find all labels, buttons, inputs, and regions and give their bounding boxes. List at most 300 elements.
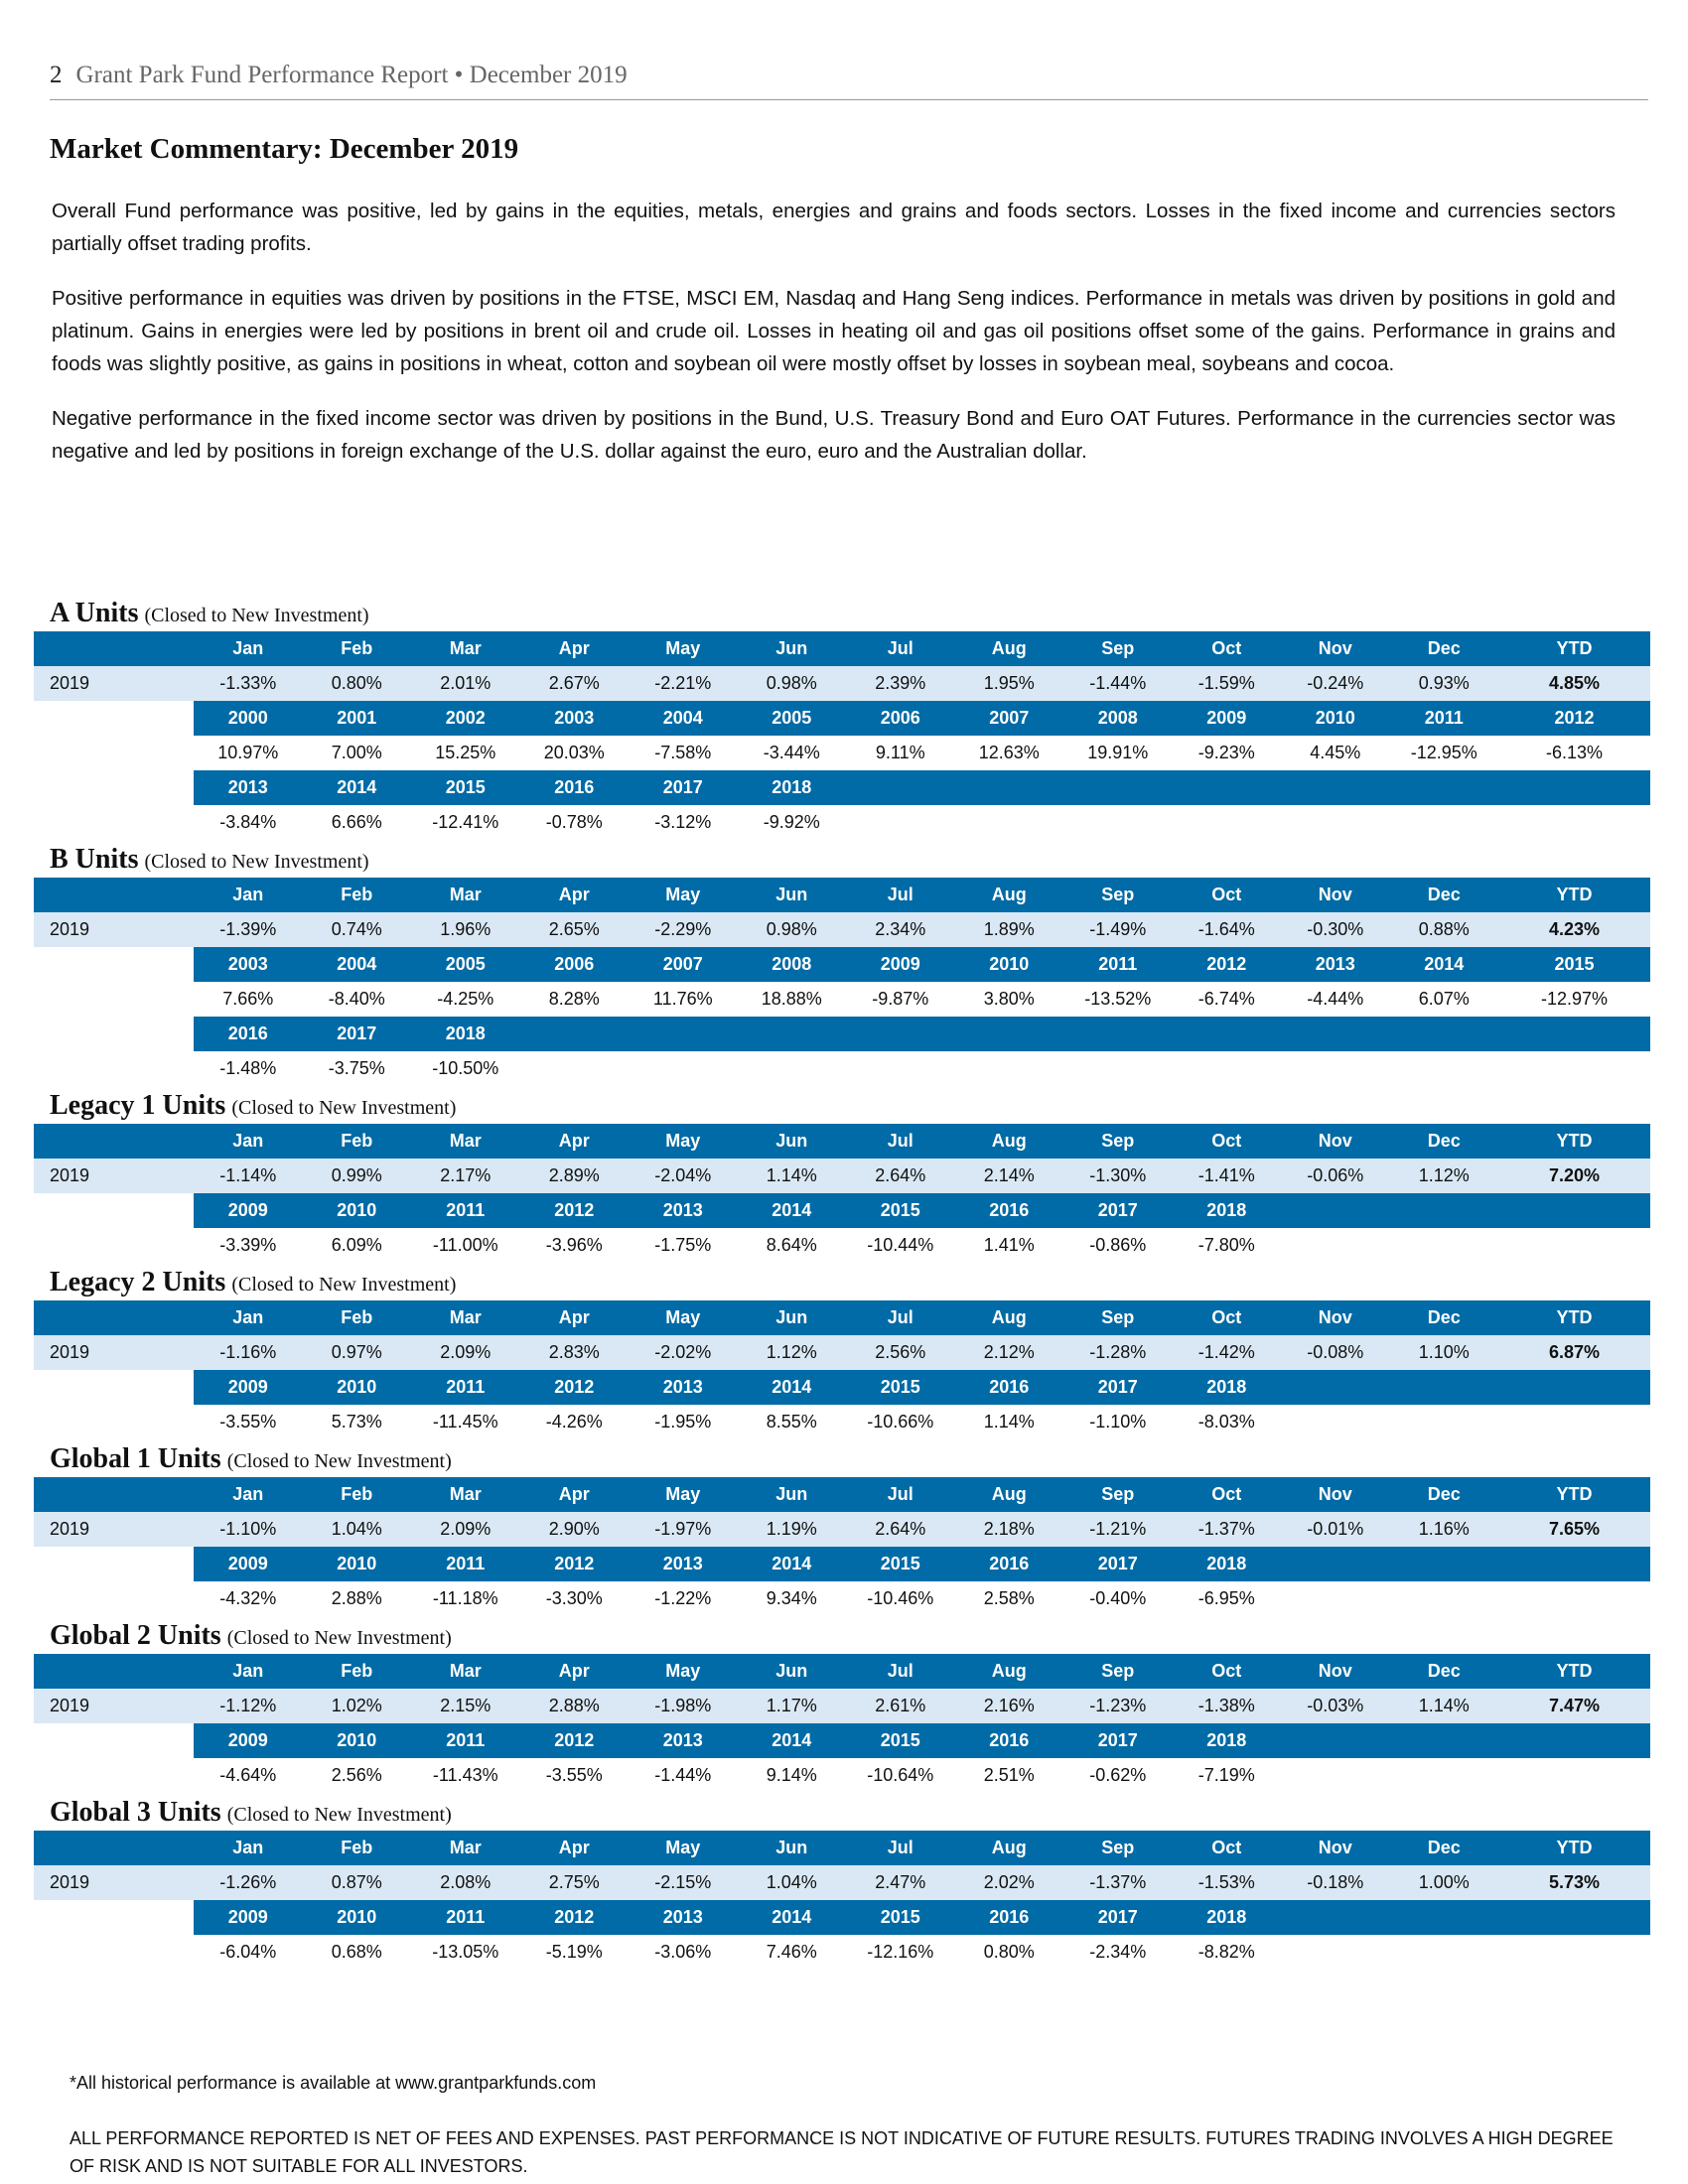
month-value: 2.18% (955, 1512, 1064, 1547)
history-year: 2017 (1063, 1193, 1173, 1228)
history-value: -6.74% (1173, 982, 1282, 1017)
history-value: 7.46% (738, 1935, 847, 1970)
month-value: 1.14% (1390, 1689, 1499, 1723)
month-header: Jan (194, 1124, 303, 1159)
commentary-body (52, 195, 1616, 489)
history-value: -0.40% (1063, 1581, 1173, 1616)
month-header: Oct (1173, 631, 1282, 666)
month-header: Mar (411, 1654, 520, 1689)
history-year: 2014 (1390, 947, 1499, 982)
month-header: Feb (303, 631, 412, 666)
month-value: -1.16% (194, 1335, 303, 1370)
month-value: 1.17% (738, 1689, 847, 1723)
month-value: -0.08% (1281, 1335, 1390, 1370)
history-year: 2008 (1063, 701, 1173, 736)
history-year: 2000 (194, 701, 303, 736)
history-value-empty (1498, 805, 1650, 840)
ytd-value: 5.73% (1498, 1865, 1650, 1900)
history-year-empty (1281, 1017, 1390, 1051)
month-header-row (34, 1124, 1652, 1159)
month-value: 0.74% (303, 912, 412, 947)
header-spacer (34, 878, 194, 912)
month-value: 2.09% (411, 1512, 520, 1547)
history-value-empty (1390, 805, 1499, 840)
row-spacer (34, 701, 194, 736)
history-year-empty (1281, 1370, 1390, 1405)
month-value: 0.88% (1390, 912, 1499, 947)
history-year: 2010 (303, 1370, 412, 1405)
history-value: -4.44% (1281, 982, 1390, 1017)
month-header-row (34, 1654, 1652, 1689)
history-value: -0.86% (1063, 1228, 1173, 1263)
history-value: -12.97% (1498, 982, 1650, 1017)
row-spacer (34, 1405, 194, 1439)
history-value: -10.66% (846, 1405, 955, 1439)
month-header: Jun (738, 878, 847, 912)
month-header: Feb (303, 1654, 412, 1689)
month-header: Apr (520, 1654, 630, 1689)
history-year: 2018 (738, 770, 847, 805)
history-year: 2014 (738, 1723, 847, 1758)
history-year: 2012 (520, 1370, 630, 1405)
history-value-empty (520, 1051, 630, 1086)
history-year: 2006 (846, 701, 955, 736)
month-header: Sep (1063, 878, 1173, 912)
history-value: -5.19% (520, 1935, 630, 1970)
history-value: -7.80% (1173, 1228, 1282, 1263)
ytd-value: 7.20% (1498, 1159, 1650, 1193)
history-year: 2013 (194, 770, 303, 805)
history-value: -1.44% (629, 1758, 738, 1793)
history-value: 1.14% (955, 1405, 1064, 1439)
month-header: Jan (194, 1477, 303, 1512)
history-value: -11.00% (411, 1228, 520, 1263)
history-year: 2010 (303, 1547, 412, 1581)
history-value: 7.00% (303, 736, 412, 770)
history-value: 18.88% (738, 982, 847, 1017)
month-header: Nov (1281, 1654, 1390, 1689)
history-year-empty (1498, 1193, 1650, 1228)
month-header: Feb (303, 1831, 412, 1865)
history-value: -0.78% (520, 805, 630, 840)
section-subtitle: (Closed to New Investment) (226, 1627, 452, 1649)
history-value: -11.18% (411, 1581, 520, 1616)
month-header-row (34, 1831, 1652, 1865)
history-value: -4.32% (194, 1581, 303, 1616)
history-value-row (34, 1581, 1652, 1616)
history-year: 2012 (1173, 947, 1282, 982)
month-header: Sep (1063, 1831, 1173, 1865)
history-year-empty (1281, 1193, 1390, 1228)
ytd-value: 7.47% (1498, 1689, 1650, 1723)
month-header: Apr (520, 631, 630, 666)
year-label: 2019 (34, 1865, 194, 1900)
history-year-empty (1390, 1370, 1499, 1405)
history-year: 2004 (303, 947, 412, 982)
history-year: 2017 (303, 1017, 412, 1051)
month-value: 1.02% (303, 1689, 412, 1723)
history-value-empty (1498, 1935, 1650, 1970)
history-year: 2011 (1063, 947, 1173, 982)
history-value-empty (1390, 1581, 1499, 1616)
history-year: 2013 (629, 1193, 738, 1228)
month-header: Jul (846, 878, 955, 912)
year-label: 2019 (34, 1689, 194, 1723)
month-value: -1.37% (1063, 1865, 1173, 1900)
history-value-empty (955, 805, 1064, 840)
row-spacer (34, 1547, 194, 1581)
history-year: 2012 (1498, 701, 1650, 736)
month-header: Oct (1173, 1654, 1282, 1689)
section-title (34, 842, 1652, 878)
performance-section (34, 1441, 1652, 1616)
history-value-empty (1390, 1405, 1499, 1439)
row-spacer (34, 1900, 194, 1935)
row-spacer (34, 1228, 194, 1263)
month-header: Jul (846, 1654, 955, 1689)
current-year-row (34, 1159, 1652, 1193)
history-value: -3.96% (520, 1228, 630, 1263)
commentary-paragraph: Positive performance in equities was driven by positions in the FTSE, MSCI EM, Nasdaq and Hang Seng indices. Performance in metals was driven by positions in gold and platinum. Gains in energies were led by positions in brent oil and crude oil. Losses in heating oil and gas oil positions offset some of the gains. Performance in grains and foods was slightly positive, as gains in positions in wheat, cotton and soybean oil were mostly offset by losses in soybean meal, soybeans and cocoa. (52, 287, 1616, 375)
month-value: 2.01% (411, 666, 520, 701)
row-spacer (34, 736, 194, 770)
month-value: -1.23% (1063, 1689, 1173, 1723)
month-header: Apr (520, 1300, 630, 1335)
history-year-empty (1498, 1017, 1650, 1051)
history-value: -7.19% (1173, 1758, 1282, 1793)
history-year: 2012 (520, 1723, 630, 1758)
month-value: 2.56% (846, 1335, 955, 1370)
history-value: 4.45% (1281, 736, 1390, 770)
month-header: Mar (411, 1124, 520, 1159)
history-value-empty (1173, 805, 1282, 840)
history-value: 15.25% (411, 736, 520, 770)
history-value: 8.28% (520, 982, 630, 1017)
history-value: -1.22% (629, 1581, 738, 1616)
month-value: 2.88% (520, 1689, 630, 1723)
history-year: 2003 (194, 947, 303, 982)
history-value: -3.30% (520, 1581, 630, 1616)
section-title-text: Global 1 Units (50, 1443, 221, 1474)
row-spacer (34, 1193, 194, 1228)
month-header: Jan (194, 1300, 303, 1335)
history-value-empty (846, 805, 955, 840)
month-value: 2.83% (520, 1335, 630, 1370)
commentary-title: Market Commentary: December 2019 (50, 133, 519, 165)
section-title (34, 1265, 1652, 1300)
month-value: -1.10% (194, 1512, 303, 1547)
history-year: 2016 (520, 770, 630, 805)
month-header: Jul (846, 631, 955, 666)
history-year-row (34, 701, 1652, 736)
section-title-text: A Units (50, 598, 139, 628)
month-value: -1.59% (1173, 666, 1282, 701)
performance-tables (34, 596, 1652, 1972)
history-value: 8.64% (738, 1228, 847, 1263)
history-value: -9.87% (846, 982, 955, 1017)
history-value-empty (1063, 805, 1173, 840)
performance-section (34, 1088, 1652, 1263)
header-spacer (34, 1831, 194, 1865)
month-value: 2.75% (520, 1865, 630, 1900)
history-year: 2018 (411, 1017, 520, 1051)
month-header: May (629, 1831, 738, 1865)
month-value: 0.97% (303, 1335, 412, 1370)
history-year: 2006 (520, 947, 630, 982)
year-label: 2019 (34, 912, 194, 947)
month-value: -1.97% (629, 1512, 738, 1547)
history-value: -3.55% (194, 1405, 303, 1439)
history-year: 2011 (411, 1723, 520, 1758)
month-header: YTD (1498, 878, 1650, 912)
month-header: Oct (1173, 1477, 1282, 1512)
month-header: May (629, 1300, 738, 1335)
month-header: Jan (194, 631, 303, 666)
history-value: 1.41% (955, 1228, 1064, 1263)
month-value: -1.28% (1063, 1335, 1173, 1370)
month-header: Jun (738, 1477, 847, 1512)
history-value: -3.06% (629, 1935, 738, 1970)
history-year-row (34, 1370, 1652, 1405)
month-value: 2.08% (411, 1865, 520, 1900)
month-value: -0.18% (1281, 1865, 1390, 1900)
history-year-empty (1281, 1547, 1390, 1581)
month-header: Jan (194, 878, 303, 912)
history-value-empty (1390, 1228, 1499, 1263)
month-value: -0.03% (1281, 1689, 1390, 1723)
history-year: 2014 (738, 1900, 847, 1935)
history-year: 2018 (1173, 1193, 1282, 1228)
history-value: 2.58% (955, 1581, 1064, 1616)
month-header: Dec (1390, 1477, 1499, 1512)
month-header: May (629, 878, 738, 912)
history-year-row (34, 947, 1652, 982)
section-title (34, 1795, 1652, 1831)
month-header: Oct (1173, 1124, 1282, 1159)
month-value: 2.17% (411, 1159, 520, 1193)
month-value: 2.64% (846, 1512, 955, 1547)
year-label: 2019 (34, 666, 194, 701)
history-value: 2.88% (303, 1581, 412, 1616)
history-value: 6.07% (1390, 982, 1499, 1017)
history-year-row (34, 1723, 1652, 1758)
history-value: 7.66% (194, 982, 303, 1017)
month-value: -1.14% (194, 1159, 303, 1193)
history-year: 2012 (520, 1193, 630, 1228)
history-year: 2012 (520, 1900, 630, 1935)
ytd-value: 6.87% (1498, 1335, 1650, 1370)
history-year: 2014 (738, 1193, 847, 1228)
year-label: 2019 (34, 1159, 194, 1193)
history-value-empty (1390, 1758, 1499, 1793)
history-value: -1.95% (629, 1405, 738, 1439)
history-value: -3.39% (194, 1228, 303, 1263)
history-year: 2015 (846, 1723, 955, 1758)
month-value: 0.80% (303, 666, 412, 701)
history-year: 2007 (955, 701, 1064, 736)
history-value-empty (846, 1051, 955, 1086)
month-header: Dec (1390, 631, 1499, 666)
history-value-row (34, 982, 1652, 1017)
history-year-empty (1173, 1017, 1282, 1051)
section-title (34, 1441, 1652, 1477)
history-year-empty (1498, 1547, 1650, 1581)
history-value-empty (1281, 1405, 1390, 1439)
performance-section (34, 1795, 1652, 1970)
row-spacer (34, 805, 194, 840)
month-header: Jun (738, 1831, 847, 1865)
month-header: Aug (955, 1477, 1064, 1512)
history-year: 2017 (1063, 1900, 1173, 1935)
month-header: Jul (846, 1124, 955, 1159)
history-value: 5.73% (303, 1405, 412, 1439)
history-year-empty (1498, 1370, 1650, 1405)
month-header: Mar (411, 1477, 520, 1512)
month-header: Aug (955, 1831, 1064, 1865)
history-year-empty (629, 1017, 738, 1051)
header-spacer (34, 1654, 194, 1689)
history-year: 2011 (411, 1547, 520, 1581)
history-year: 2015 (846, 1193, 955, 1228)
month-value: 2.67% (520, 666, 630, 701)
history-year: 2016 (955, 1547, 1064, 1581)
history-value: -0.62% (1063, 1758, 1173, 1793)
history-year: 2013 (629, 1900, 738, 1935)
month-header: Dec (1390, 1831, 1499, 1865)
history-value: -12.41% (411, 805, 520, 840)
month-header: Jun (738, 1300, 847, 1335)
header-spacer (34, 1124, 194, 1159)
section-title-text: Global 3 Units (50, 1797, 221, 1828)
history-value: -4.26% (520, 1405, 630, 1439)
history-value: -3.75% (303, 1051, 412, 1086)
month-value: -1.26% (194, 1865, 303, 1900)
month-value: -1.12% (194, 1689, 303, 1723)
history-value-row (34, 1405, 1652, 1439)
history-year: 2011 (411, 1193, 520, 1228)
month-header: Aug (955, 878, 1064, 912)
history-value: -8.40% (303, 982, 412, 1017)
month-value: 2.09% (411, 1335, 520, 1370)
history-year-empty (1498, 1723, 1650, 1758)
month-header: Nov (1281, 631, 1390, 666)
history-value: -8.03% (1173, 1405, 1282, 1439)
disclaimer: ALL PERFORMANCE REPORTED IS NET OF FEES AND EXPENSES. PAST PERFORMANCE IS NOT INDICATIVE OF FUTURE RESULTS. FUTURES TRADING INVOLVES A HIGH DEGREE OF RISK AND IS NOT SUITABLE FOR ALL INVESTORS. (70, 2128, 1614, 2176)
history-value: 19.91% (1063, 736, 1173, 770)
month-value: 1.16% (1390, 1512, 1499, 1547)
history-year: 2009 (194, 1547, 303, 1581)
history-year: 2010 (955, 947, 1064, 982)
history-value: 11.76% (629, 982, 738, 1017)
history-year: 2018 (1173, 1547, 1282, 1581)
row-spacer (34, 1017, 194, 1051)
history-value-empty (1498, 1051, 1650, 1086)
history-year: 2010 (303, 1900, 412, 1935)
history-year: 2005 (411, 947, 520, 982)
month-header: Dec (1390, 1124, 1499, 1159)
month-header-row (34, 631, 1652, 666)
history-value: -4.64% (194, 1758, 303, 1793)
month-header: YTD (1498, 1831, 1650, 1865)
month-header: Oct (1173, 878, 1282, 912)
history-year-row (34, 1017, 1652, 1051)
history-value: 8.55% (738, 1405, 847, 1439)
month-value: -1.39% (194, 912, 303, 947)
history-year: 2014 (303, 770, 412, 805)
report-title: Grant Park Fund Performance Report • December 2019 (75, 62, 628, 88)
history-value-empty (1281, 1935, 1390, 1970)
performance-section (34, 1618, 1652, 1793)
history-year: 2008 (738, 947, 847, 982)
history-value: -10.44% (846, 1228, 955, 1263)
row-spacer (34, 1370, 194, 1405)
history-year: 2009 (194, 1723, 303, 1758)
month-value: 2.61% (846, 1689, 955, 1723)
month-header: YTD (1498, 1477, 1650, 1512)
history-value: 3.80% (955, 982, 1064, 1017)
month-header: Dec (1390, 1300, 1499, 1335)
history-value-row (34, 1228, 1652, 1263)
history-value: -1.48% (194, 1051, 303, 1086)
section-title (34, 1618, 1652, 1654)
month-header: Jan (194, 1831, 303, 1865)
history-year: 2017 (1063, 1370, 1173, 1405)
month-value: 0.87% (303, 1865, 412, 1900)
history-year-empty (1498, 1900, 1650, 1935)
history-year-empty (1063, 770, 1173, 805)
month-header: Aug (955, 631, 1064, 666)
history-value: 12.63% (955, 736, 1064, 770)
history-value: -6.95% (1173, 1581, 1282, 1616)
history-value: -1.10% (1063, 1405, 1173, 1439)
history-value: -4.25% (411, 982, 520, 1017)
history-year: 2009 (1173, 701, 1282, 736)
section-subtitle: (Closed to New Investment) (231, 1097, 457, 1119)
history-value-empty (1498, 1758, 1650, 1793)
history-value-row (34, 805, 1652, 840)
month-header: May (629, 1654, 738, 1689)
row-spacer (34, 1581, 194, 1616)
history-year: 2016 (955, 1193, 1064, 1228)
commentary-paragraph: Overall Fund performance was positive, led by gains in the equities, metals, energies and grains and foods sectors. Losses in the fixed income and currencies sectors partially offset trading profits. (52, 200, 1616, 255)
month-value: 2.14% (955, 1159, 1064, 1193)
month-value: -2.29% (629, 912, 738, 947)
month-value: 2.02% (955, 1865, 1064, 1900)
current-year-row (34, 912, 1652, 947)
history-value-empty (1281, 805, 1390, 840)
history-year-empty (1390, 1723, 1499, 1758)
month-header: Dec (1390, 1654, 1499, 1689)
month-value: 2.12% (955, 1335, 1064, 1370)
history-year-empty (1173, 770, 1282, 805)
history-year-empty (1390, 1547, 1499, 1581)
month-header: Jul (846, 1300, 955, 1335)
month-header: Jul (846, 1477, 955, 1512)
month-header: Sep (1063, 1124, 1173, 1159)
history-value: 10.97% (194, 736, 303, 770)
history-year: 2002 (411, 701, 520, 736)
history-value-empty (1498, 1228, 1650, 1263)
month-header: Sep (1063, 631, 1173, 666)
month-header: Sep (1063, 1477, 1173, 1512)
section-title (34, 1088, 1652, 1124)
month-header: Mar (411, 878, 520, 912)
month-value: 0.98% (738, 912, 847, 947)
ytd-value: 4.23% (1498, 912, 1650, 947)
current-year-row (34, 1512, 1652, 1547)
history-year: 2009 (194, 1900, 303, 1935)
month-header: Feb (303, 878, 412, 912)
